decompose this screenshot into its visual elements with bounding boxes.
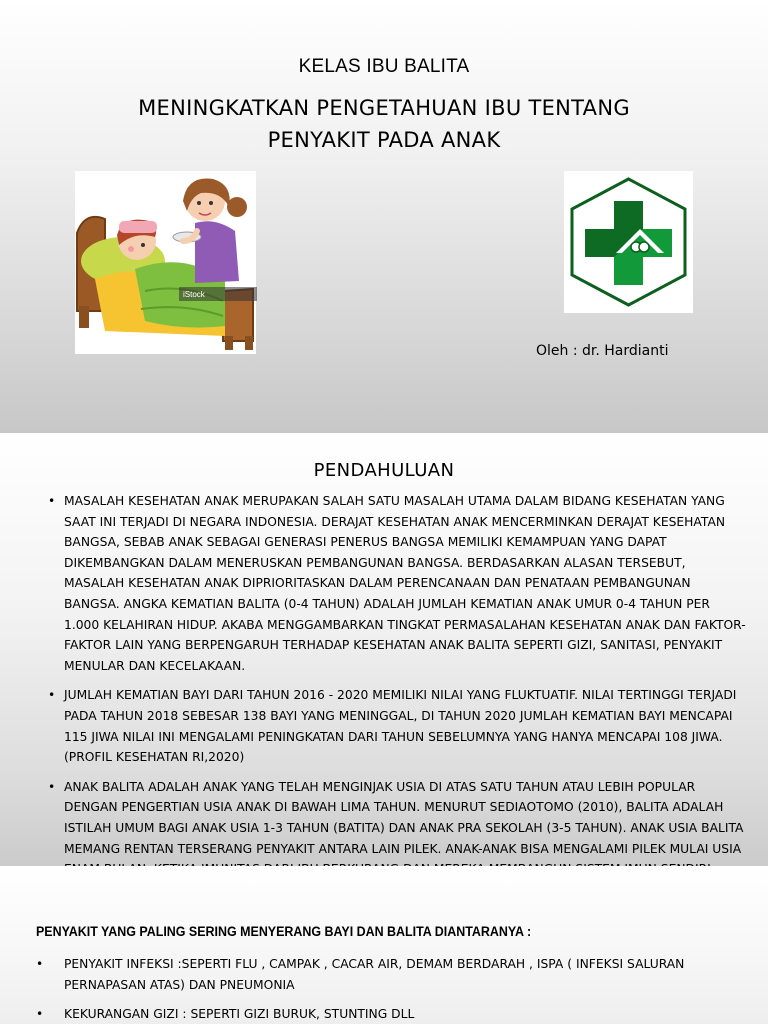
slide-title xyxy=(0,0,768,433)
slide-diseases xyxy=(0,866,768,1024)
list-item: • MASALAH KESEHATAN ANAK MERUPAKAN SALAH SATU MASALAH UTAMA DALAM BIDANG KESEHATAN YANG SAAT INI TERJADI DI NEGARA INDONESIA. DERAJAT KESEHATAN ANAK MENCERMINKAN DERAJAT KESEHATAN BANGSA, SEBAB ANAK SEBAGAI GENERASI PENERUS BANGSA MEMILIKI KEMAMPUAN YANG DAPAT DIKEMBANGKAN DALAM MENERUSKAN PEMBANGUNAN BANGSA. BERDASARKAN ALASAN TERSEBUT, MASALAH KESEHATAN ANAK DIPRIORITASKAN DALAM PERENCANAAN DAN PENATAAN PEMBANGUNAN BANGSA. ANGKA KEMATIAN BALITA (0-4 TAHUN) ADALAH JUMLAH KEMATIAN ANAK UMUR 0-4 TAHUN PER 1.000 KELAHIRAN HIDUP. AKABA MENGGAMBARKAN TINGKAT PERMASALAHAN KESEHATAN ANAK DAN FAKTOR-FAKTOR LAIN YANG BERPENGARUH TERHADAP KESEHATAN ANAK BALITA SEPERTI GIZI, SANITASI, PENYAKIT MENULAR DAN KECELAKAAN. xyxy=(48,491,748,676)
class-label: KELAS IBU BALITA xyxy=(298,56,470,77)
health-cross-hexagon-icon xyxy=(564,171,693,313)
watermark-label: iStock xyxy=(183,290,205,299)
author-label: Oleh : dr. Hardianti xyxy=(536,343,669,359)
list-item: • JUMLAH KEMATIAN BAYI DARI TAHUN 2016 - 2020 MEMILIKI NILAI YANG FLUKTUATIF. NILAI TERTINGGI TERJADI PADA TAHUN 2018 SEBESAR 138 BAYI YANG MENINGGAL, DI TAHUN 2020 JUMLAH KEMATIAN BAYI MENCAPAI 115 JIWA NILAI INI MENGALAMI PENINGKATAN DARI TAHUN SEBELUMNYA YANG HANYA MENCAPAI 108 JIWA. (PROFIL KESEHATAN RI,2020) xyxy=(48,685,748,767)
presentation-title xyxy=(0,92,768,156)
sick-child-illustration xyxy=(75,171,256,354)
health-logo xyxy=(564,171,693,313)
diseases-list xyxy=(36,954,736,1034)
introduction-list xyxy=(48,491,748,889)
list-item: • ANAK BALITA ADALAH ANAK YANG TELAH MENGINJAK USIA DI ATAS SATU TAHUN ATAU LEBIH POPULAR DENGAN PENGERTIAN USIA ANAK DI BAWAH LIMA TAHUN. MENURUT SEDIAOTOMO (2010), BALITA ADALAH ISTILAH UMUM BAGI ANAK USIA 1-3 TAHUN (BATITA) DAN ANAK PRA SEKOLAH (3-5 TAHUN). ANAK USIA BALITA MEMANG RENTAN TERSERANG PENYAKIT ANTARA LAIN PILEK. ANAK-ANAK BISA MENGALAMI PILEK MULAI USIA xyxy=(48,777,748,880)
title-line-1: MENINGKATKAN PENGETAHUAN IBU TENTANG xyxy=(138,96,630,120)
title-line-2: PENYAKIT PADA ANAK xyxy=(267,128,501,152)
section-heading: PENYAKIT YANG PALING SERING MENYERANG BAYI DAN BALITA DIANTARANYA : xyxy=(36,924,532,939)
list-item: • PENYAKIT INFEKSI :SEPERTI FLU , CAMPAK , CACAR AIR, DEMAM BERDARAH , ISPA ( INFEKSI SALURAN PERNAPASAN ATAS) DAN PNEUMONIA xyxy=(36,954,736,995)
slide-introduction xyxy=(0,433,768,866)
list-item: • KEKURANGAN GIZI : SEPERTI GIZI BURUK, STUNTING DLL xyxy=(36,1004,736,1025)
sick-child-in-bed-icon xyxy=(75,171,256,354)
section-title: PENDAHULUAN xyxy=(313,460,455,481)
